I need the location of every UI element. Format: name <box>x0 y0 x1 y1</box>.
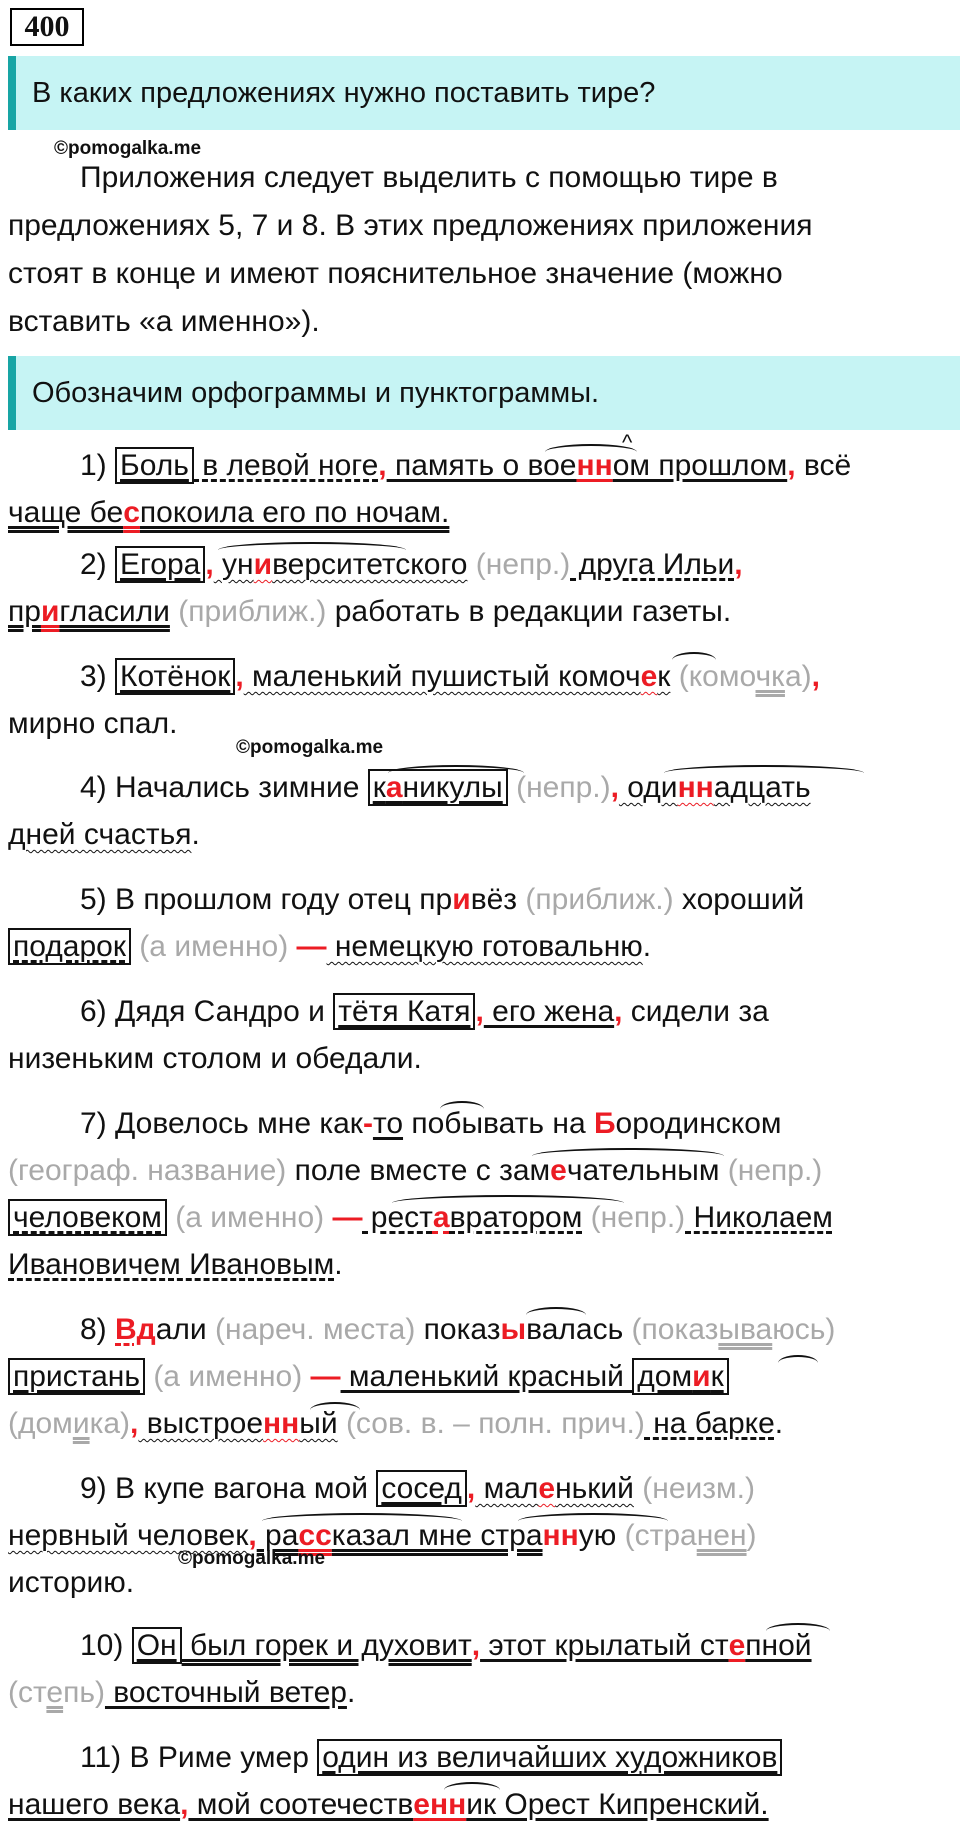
watermark: ©pomogalka.me <box>178 1548 326 1569</box>
sentence-6-line-2: низеньким столом и обедали. <box>8 1042 422 1075</box>
sentence-4-line-1: 4) Начались зимние каникулы (непр.), одиннадцать <box>80 771 811 804</box>
answer-line: предложениях 5, 7 и 8. В этих предложениях приложения <box>8 209 813 242</box>
root-arc-mark <box>532 1148 724 1164</box>
suffix-cap-mark <box>440 1101 484 1117</box>
sentence-3-line-2: мирно спал. <box>8 707 178 740</box>
section-title: Обозначим орфограммы и пунктограммы. <box>32 377 600 409</box>
subject-box: один из величайших художников <box>317 1739 782 1776</box>
root-arc-mark <box>664 765 864 781</box>
subject-box: Он <box>132 1627 182 1664</box>
sentence-9-line-2: нервный человек, рассказал мне странную (странен) <box>8 1519 757 1552</box>
sentence-2-line-1: 2) Егора , университетского (непр.) друга Ильи, <box>80 548 743 581</box>
answer-line: стоят в конце и имеют пояснительное значение (можно <box>8 257 783 290</box>
watermark: ©pomogalka.me <box>54 138 202 159</box>
sentence-1-line-1: 1) Боль в левой ноге, память о военном прошлом, всё <box>80 449 852 482</box>
suffix-cap-mark <box>778 1355 818 1371</box>
sentence-4-line-2: дней счастья. <box>8 818 200 851</box>
sentence-7-line-1: 7) Довелось мне как-то побывать на Бородинском <box>80 1107 782 1140</box>
root-arc-mark <box>218 542 406 558</box>
root-arc-mark <box>388 765 524 781</box>
sentence-2-line-2: пригласили (приближ.) работать в редакции газеты. <box>8 595 732 628</box>
sentence-11-line-1: 11) В Риме умер один из величайших художников <box>80 1738 782 1778</box>
suffix-cap-mark: ^ <box>622 430 633 455</box>
root-arc-mark <box>262 1513 462 1529</box>
section-banner <box>8 356 960 430</box>
sentence-10-line-1: 10) Он был горек и духовит, этот крылатый степной <box>80 1629 812 1662</box>
watermark: ©pomogalka.me <box>236 737 384 758</box>
root-arc-mark <box>392 1195 624 1211</box>
sentence-3-line-1: 3) Котёнок , маленький пушистый комочек (комочка), <box>80 660 820 693</box>
sentence-9-line-1: 9) В купе вагона мой сосед , маленький (неизм.) <box>80 1472 755 1505</box>
subject-box: пристань <box>8 1358 145 1395</box>
answer-paragraph <box>8 154 953 346</box>
sentence-7-line-4: Ивановичем Ивановым. <box>8 1248 343 1281</box>
object-box: человеком <box>8 1199 167 1236</box>
sentence-7-line-2: (географ. название) поле вместе с замечательным (непр.) <box>8 1154 823 1187</box>
sentence-5-line-1: 5) В прошлом году отец привёз (приближ.) хороший <box>80 883 805 916</box>
sentence-7-line-3: человеком (а именно) — реставратором (непр.) Николаем <box>8 1198 833 1238</box>
sentence-8-line-2: пристань (а именно) — маленький красный домик <box>8 1357 729 1397</box>
sentence-9-line-3: историю. <box>8 1566 135 1599</box>
root-arc-mark <box>518 1513 668 1529</box>
suffix-cap-mark <box>526 1307 586 1323</box>
subject-box: каникулы <box>368 769 508 806</box>
question-text: В каких предложениях нужно поставить тире? <box>32 77 656 109</box>
question-banner <box>8 56 960 130</box>
root-arc-mark <box>766 1623 830 1639</box>
sentence-1-line-2: чаще беспокоила его по ночам. <box>8 496 450 529</box>
answer-line: Приложения следует выделить с помощью тире в <box>80 161 778 194</box>
exercise-number: 400 <box>10 8 84 46</box>
subject-box: Боль <box>115 447 194 484</box>
object-box: подарок <box>8 928 131 965</box>
subject-box: тётя Катя <box>333 993 475 1030</box>
sentence-6-line-1: 6) Дядя Сандро и тётя Катя , его жена, сидели за <box>80 995 769 1028</box>
subject-box: домик <box>632 1358 728 1395</box>
subject-box: Егора <box>115 546 205 583</box>
sentence-8-line-1: 8) Вдали (нареч. места) показывалась (показываюсь) <box>80 1313 836 1346</box>
sentence-10-line-2: (степь) восточный ветер. <box>8 1676 356 1709</box>
subject-box: сосед <box>376 1470 467 1507</box>
sentence-5-line-2: подарок (а именно) — немецкую готовальню. <box>8 927 651 967</box>
sentence-11-line-2: нашего века, мой соотечественник Орест Кипренский. <box>8 1788 769 1821</box>
root-arc-mark <box>672 652 716 668</box>
sentence-8-line-3: (домика), выстроенный (сов. в. – полн. прич.) на барке. <box>8 1407 784 1440</box>
suffix-cap-mark <box>444 1782 500 1798</box>
suffix-cap-mark <box>310 1402 360 1418</box>
subject-box: Котёнок <box>115 658 235 695</box>
answer-line: вставить «а именно»). <box>8 305 320 338</box>
